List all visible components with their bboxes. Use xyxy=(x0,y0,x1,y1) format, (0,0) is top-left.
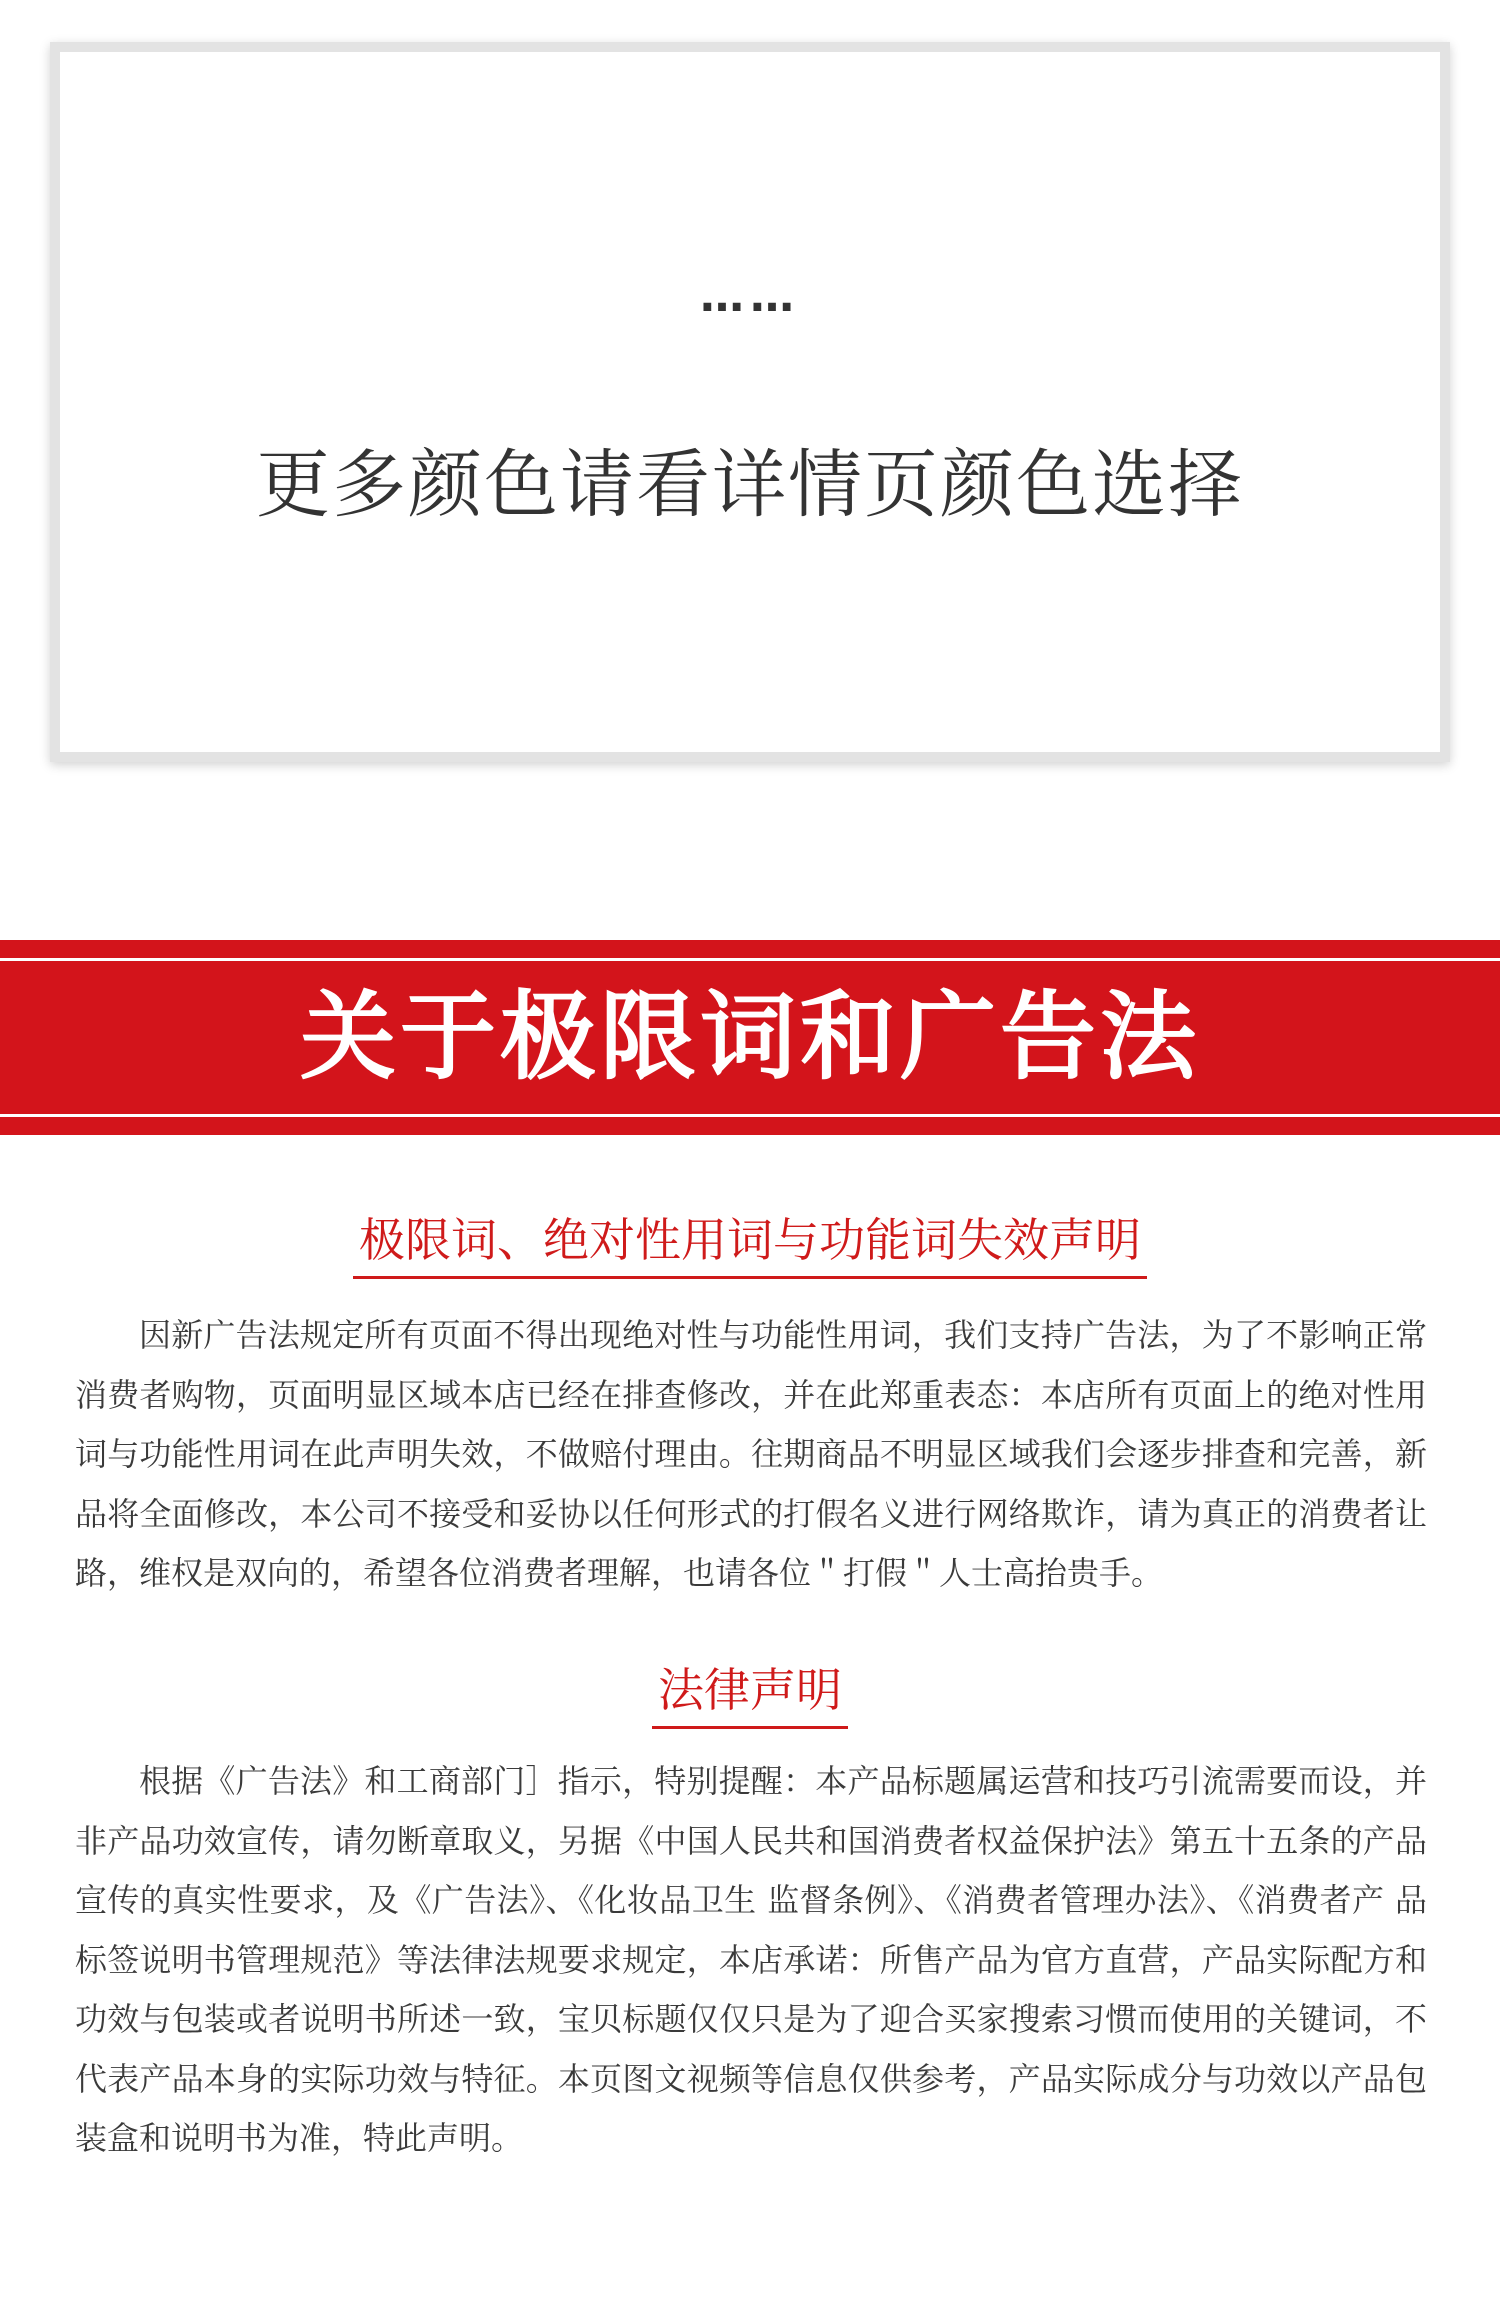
color-notice-card xyxy=(50,42,1450,762)
section-heading-legal xyxy=(0,1658,1500,1729)
ellipsis-mark: …… xyxy=(700,271,800,322)
legal-paragraph: 根据《广告法》和工商部门］指示，特别提醒：本产品标题属运营和技巧引流需要而设，并非产品功效宣传，请勿断章取义，另据《中国人民共和国消费者权益保护法》第五十五条的产品宣传的真实性要求，及《广告法》、《化妆品卫生 监督条例》、《消费者管理办法》、《消费者产 品标签说明书管理规范》等法律法规要求规定，本店承诺：所售产品为官方直营，产品实际配方和功效与包装或者说明书所述一致，宝贝标题仅仅只是为了迎合买家搜索习惯而使用的关键词，不代表产品本身的实际功效与特征。本页图文视频等信息仅供参考，产品实际成分与功效以产品包装盒和说明书为准，特此声明。 xyxy=(75,1762,1427,2157)
title-banner xyxy=(0,940,1500,1135)
section-heading-text: 法律声明 xyxy=(652,1658,848,1729)
section-heading-text: 极限词、绝对性用词与功能词失效声明 xyxy=(353,1208,1147,1279)
banner-title: 关于极限词和广告法 xyxy=(300,981,1200,1093)
section-heading-disclaimer xyxy=(0,1208,1500,1279)
banner-bottom-line xyxy=(0,1114,1500,1117)
disclaimer-paragraph: 因新广告法规定所有页面不得出现绝对性与功能性用词，我们支持广告法，为了不影响正常消费者购物，页面明显区域本店已经在排查修改，并在此郑重表态：本店所有页面上的绝对性用词与功能性用词在此声明失效，不做赔付理由。往期商品不明显区域我们会逐步排查和完善，新品将全面修改，本公司不接受和妥协以任何形式的打假名义进行网络欺诈，请为真正的消费者让路，维权是双向的，希望各位消费者理解，也请各位＂打假＂人士高抬贵手。 xyxy=(75,1316,1427,1592)
color-notice-text: 更多颜色请看详情页颜色选择 xyxy=(256,442,1244,528)
